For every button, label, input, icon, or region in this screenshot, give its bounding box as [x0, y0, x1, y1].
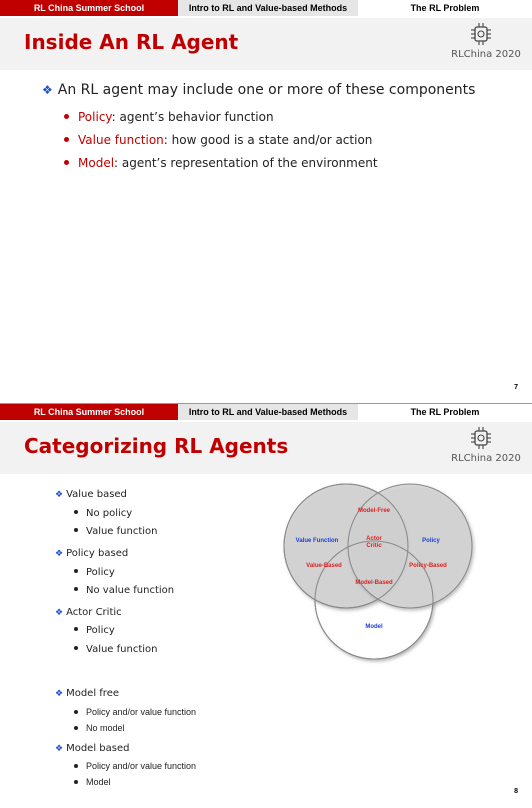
- bullet-dot-icon: [74, 569, 78, 573]
- intro-bullet: [42, 82, 475, 98]
- bullet-dot-icon: [74, 646, 78, 650]
- item-text: No model: [86, 723, 125, 733]
- item-text: Value function: [86, 644, 158, 655]
- list-item: [74, 625, 115, 636]
- group-heading: [55, 688, 119, 699]
- header-course: Intro to RL and Value-based Methods: [178, 404, 358, 420]
- bullet-dot-icon: [74, 627, 78, 631]
- item-desc: : agent’s behavior function: [111, 110, 274, 124]
- list-item: [74, 526, 158, 537]
- list-item: [74, 508, 132, 519]
- header-course: Intro to RL and Value-based Methods: [178, 0, 358, 16]
- list-item: [74, 761, 196, 771]
- item-desc: : how good is a state and/or action: [163, 133, 373, 147]
- bullet-dot-icon: [74, 528, 78, 532]
- diamond-bullet-icon: ❖: [55, 490, 64, 500]
- page-number: 8: [514, 788, 518, 795]
- slide-title: Inside An RL Agent: [24, 30, 239, 54]
- page-number: 7: [514, 384, 518, 391]
- group-heading: [55, 489, 127, 500]
- list-item: [74, 567, 115, 578]
- brain-chip-icon: [468, 426, 494, 450]
- rl-taxonomy-venn-diagram: [280, 482, 480, 672]
- bullet-dot-icon: [74, 764, 78, 768]
- item-text: No value function: [86, 585, 175, 596]
- group-heading: [55, 743, 129, 754]
- item-text: Value function: [86, 526, 158, 537]
- logo-text: RLChina 2020: [451, 49, 521, 60]
- bullet-dot-icon: [74, 710, 78, 714]
- group-label: Value based: [66, 489, 127, 500]
- group-heading: [55, 548, 128, 559]
- group-heading: [55, 607, 122, 618]
- venn-label-model-free: Model-Free: [357, 508, 391, 514]
- logo-text: RLChina 2020: [451, 453, 521, 464]
- rlchina-logo: [446, 426, 526, 472]
- venn-label-critic: Critic: [366, 543, 382, 549]
- slide-categorizing-rl-agents: [0, 404, 532, 807]
- bullet-dot-icon: [64, 114, 69, 119]
- bullet-dot-icon: [74, 587, 78, 591]
- list-item: [74, 707, 196, 717]
- bullet-dot-icon: [74, 510, 78, 514]
- diamond-bullet-icon: ❖: [55, 744, 64, 754]
- diamond-bullet-icon: ❖: [55, 608, 64, 618]
- item-text: Policy and/or value function: [86, 707, 197, 717]
- item-text: Model: [86, 777, 111, 787]
- group-label: Policy based: [66, 548, 129, 559]
- title-bar: [0, 18, 532, 70]
- list-item: [74, 644, 158, 655]
- slide-title: Categorizing RL Agents: [24, 434, 289, 458]
- bullet-dot-icon: [64, 160, 69, 165]
- item-term: Value function: [78, 133, 164, 147]
- diamond-bullet-icon: ❖: [42, 83, 53, 97]
- header-school: RL China Summer School: [0, 0, 178, 16]
- title-bar: [0, 422, 532, 474]
- diamond-bullet-icon: ❖: [55, 549, 64, 559]
- item-text: No policy: [86, 508, 133, 519]
- item-term: Model: [78, 156, 115, 170]
- item-term: Policy: [78, 110, 112, 124]
- list-item: [64, 156, 378, 170]
- list-item: [74, 585, 174, 596]
- slide-inside-rl-agent: [0, 0, 532, 403]
- bullet-dot-icon: [74, 726, 78, 730]
- bullet-dot-icon: [64, 137, 69, 142]
- venn-label-value-function: Value Function: [295, 538, 339, 544]
- intro-text: An RL agent may include one or more of these components: [57, 82, 476, 98]
- list-item: [64, 110, 274, 124]
- venn-label-policy: Policy: [422, 538, 440, 544]
- venn-label-value-based: Value-Based: [306, 563, 342, 569]
- item-text: Policy and/or value function: [86, 761, 197, 771]
- group-label: Actor Critic: [66, 607, 122, 618]
- group-label: Model based: [66, 743, 130, 754]
- list-item: [64, 133, 372, 147]
- item-desc: : agent’s representation of the environment: [114, 156, 378, 170]
- list-item: [74, 723, 125, 733]
- header-bar: [0, 404, 532, 420]
- venn-label-model: Model: [365, 624, 383, 630]
- rlchina-logo: [446, 22, 526, 68]
- list-item: [74, 777, 111, 787]
- venn-label-policy-based: Policy-Based: [409, 563, 447, 569]
- group-label: Model free: [66, 688, 119, 699]
- brain-chip-icon: [468, 22, 494, 46]
- item-text: Policy: [86, 625, 115, 636]
- venn-label-model-based: Model-Based: [355, 580, 393, 586]
- header-section: The RL Problem: [358, 0, 532, 16]
- item-text: Policy: [86, 567, 115, 578]
- header-section: The RL Problem: [358, 404, 532, 420]
- venn-label-actor: Actor: [366, 536, 382, 542]
- bullet-dot-icon: [74, 780, 78, 784]
- header-bar: [0, 0, 532, 16]
- diamond-bullet-icon: ❖: [55, 689, 64, 699]
- header-school: RL China Summer School: [0, 404, 178, 420]
